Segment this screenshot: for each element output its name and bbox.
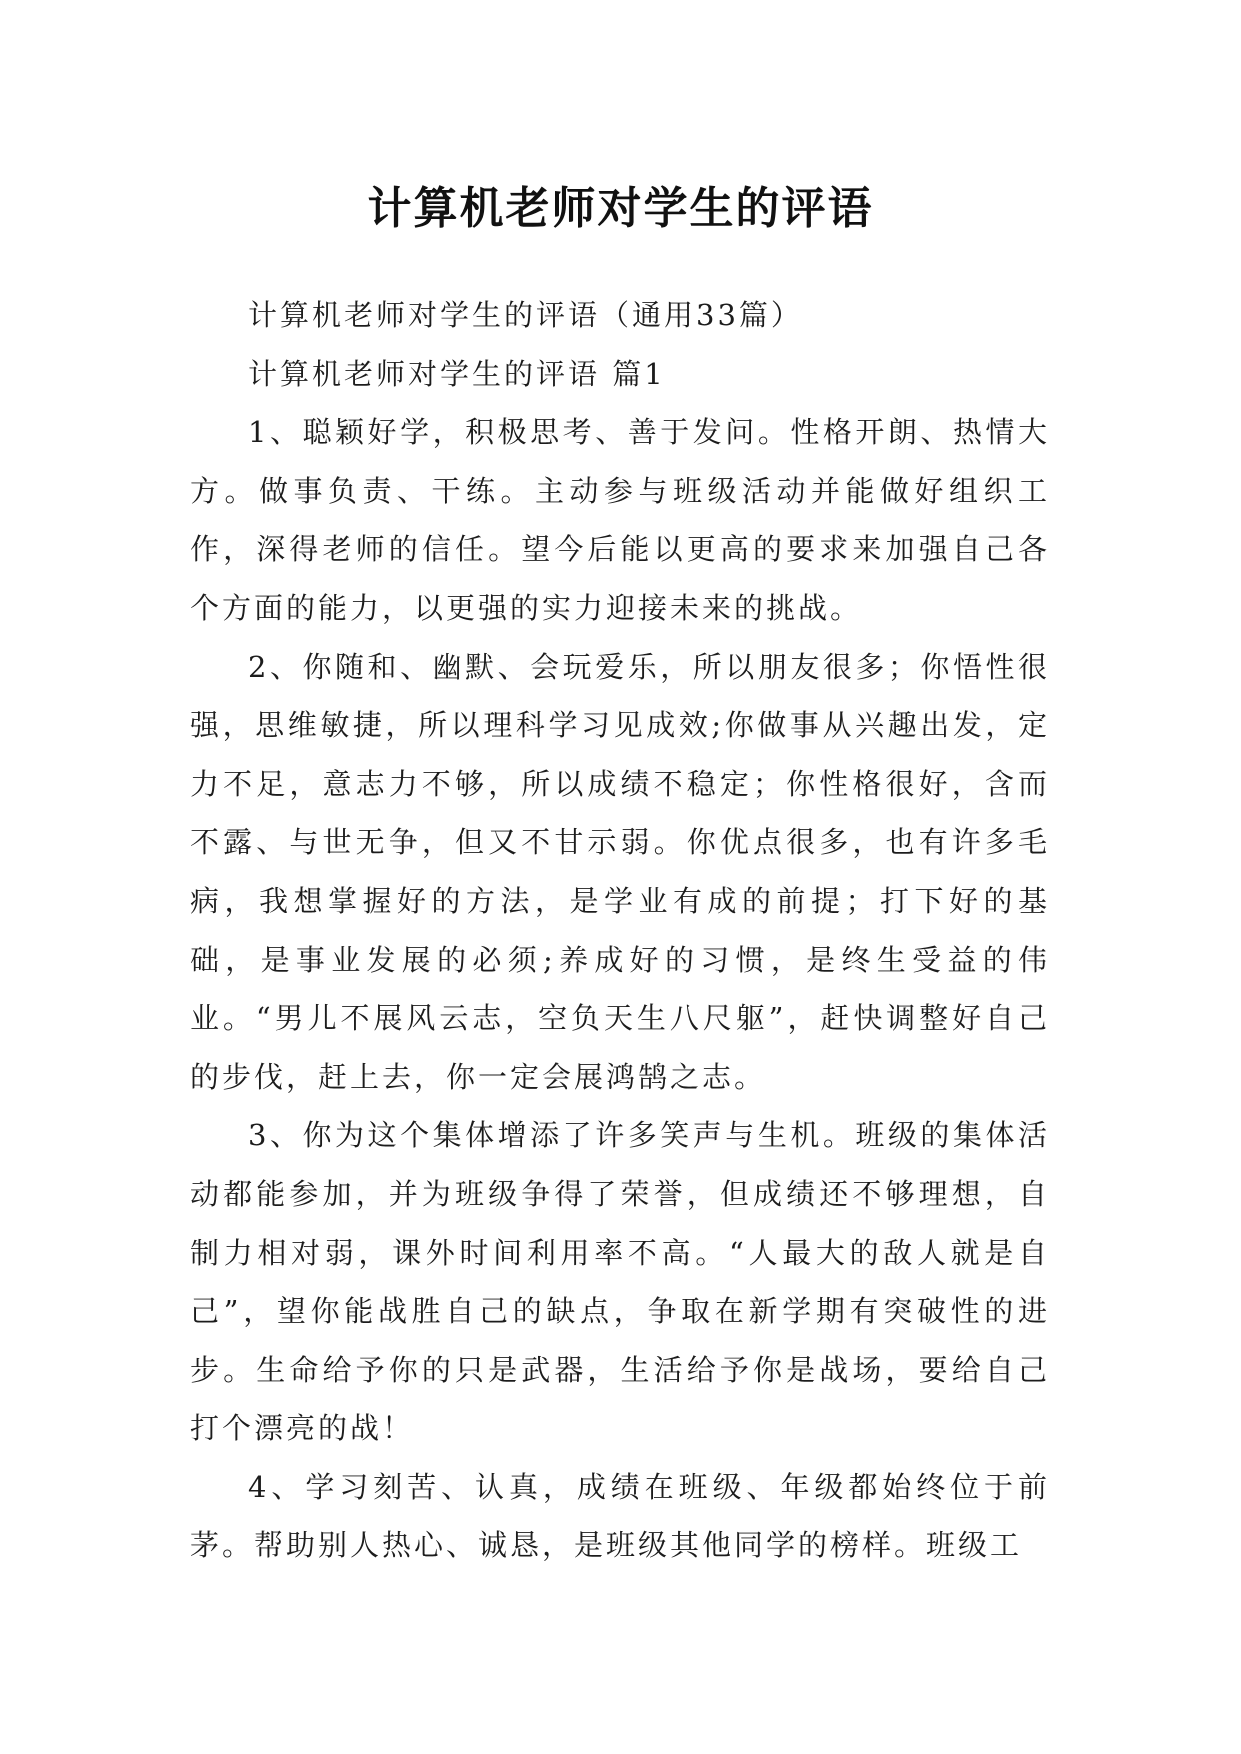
document-body: [190, 286, 1050, 1575]
document-subtitle: 计算机老师对学生的评语（通用33篇）: [248, 298, 803, 332]
paragraph-3: 3、你为这个集体增添了许多笑声与生机。班级的集体活动都能参加，并为班级争得了荣誉，但成绩还不够理想，自制力相对弱，课外时间利用率不高。“人最大的敌人就是自己”，望你能战胜自己的缺点，争取在新学期有突破性的进步。生命给予你的只是武器，生活给予你是战场，要给自己打个漂亮的战！: [190, 1118, 1050, 1446]
section-heading: 计算机老师对学生的评语 篇1: [248, 356, 666, 391]
paragraph-4: 4、学习刻苦、认真，成绩在班级、年级都始终位于前茅。帮助别人热心、诚恳，是班级其他同学的榜样。班级工: [190, 1469, 1050, 1563]
paragraph-2: 2、你随和、幽默、会玩爱乐，所以朋友很多；你悟性很强，思维敏捷，所以理科学习见成效;你做事从兴趣出发，定力不足，意志力不够，所以成绩不稳定；你性格很好，含而不露、与世无争，但又不甘示弱。你优点很多，也有许多毛病，我想掌握好的方法，是学业有成的前提；打下好的基础，是事业发展的必须;养成好的习惯，是终生受益的伟业。“男儿不展风云志，空负天生八尺躯”，赶快调整好自己的步伐，赶上去，你一定会展鸿鹄之志。: [190, 649, 1050, 1094]
paragraph-1: 1、聪颖好学，积极思考、善于发问。性格开朗、热情大方。做事负责、干练。主动参与班级活动并能做好组织工作，深得老师的信任。望今后能以更高的要求来加强自己各个方面的能力，以更强的实力迎接未来的挑战。: [190, 415, 1050, 625]
document-title: 计算机老师对学生的评语: [367, 183, 874, 235]
